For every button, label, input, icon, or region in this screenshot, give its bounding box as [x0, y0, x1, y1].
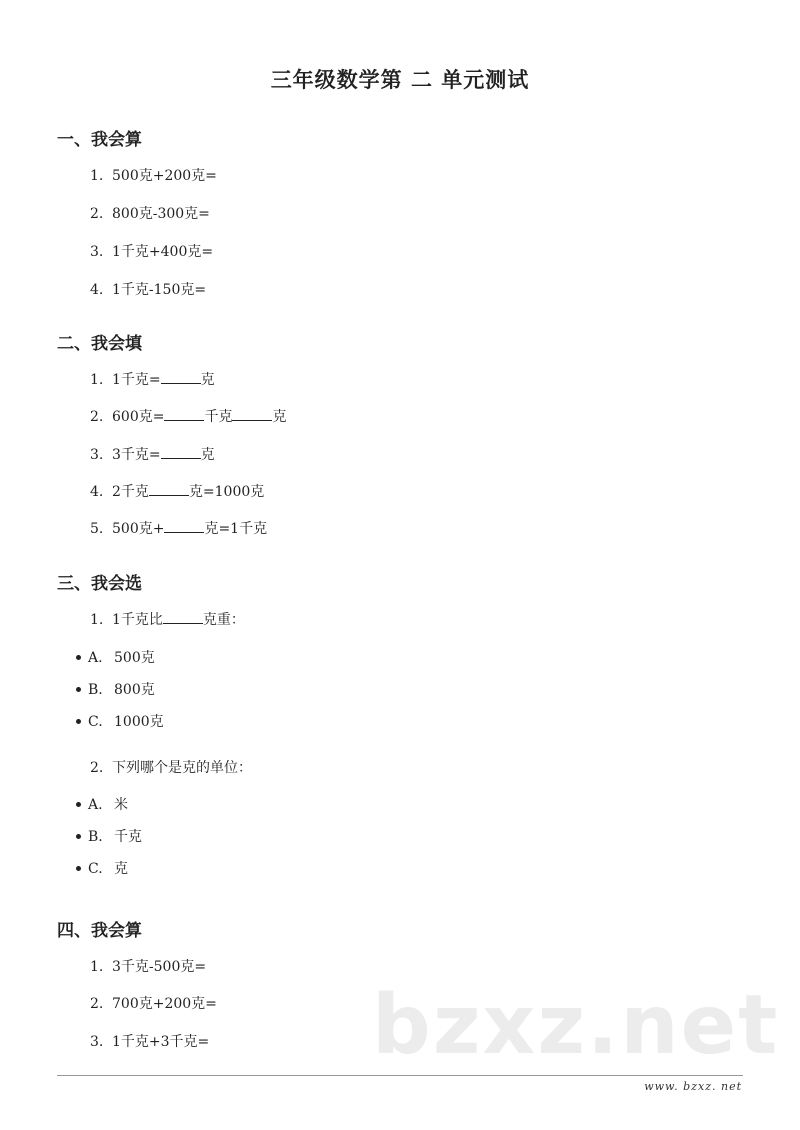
question-text-part: 克=1000克: [188, 484, 265, 500]
section-heading-4: 四、我会算: [57, 921, 142, 941]
question-number: 1.: [90, 612, 104, 628]
question-2-2: [90, 406, 286, 426]
question-text: 3千克-500克=: [112, 959, 207, 975]
question-text: 800克-300克=: [112, 206, 210, 222]
option-letter: A.: [88, 650, 103, 666]
option-text: 800克: [114, 682, 155, 698]
bullet-icon: [76, 834, 81, 839]
section-heading-2: 二、我会填: [57, 334, 142, 354]
option-3-1-a[interactable]: [76, 647, 155, 667]
question-number: 3.: [90, 244, 104, 260]
question-3-2: [90, 757, 252, 777]
bullet-icon: [76, 655, 81, 660]
question-text-part: 千克: [204, 409, 233, 425]
question-number: 3.: [90, 1034, 104, 1050]
question-number: 2.: [90, 996, 104, 1012]
question-1-3: [90, 241, 213, 261]
bullet-icon: [76, 866, 81, 871]
question-number: 1.: [90, 168, 104, 184]
question-text-part: 3千克=: [112, 447, 161, 463]
section-heading-1: 一、我会算: [57, 130, 142, 150]
question-number: 4.: [90, 282, 104, 298]
question-text: 下列哪个是克的单位：: [112, 760, 252, 776]
question-number: 2.: [90, 206, 104, 222]
option-3-2-a[interactable]: [76, 794, 128, 814]
question-text-part: 1千克比: [112, 612, 163, 628]
question-text: 500克+200克=: [112, 168, 217, 184]
option-3-1-b[interactable]: [76, 679, 155, 699]
bullet-icon: [76, 687, 81, 692]
question-text: 1千克-150克=: [112, 282, 207, 298]
answer-blank[interactable]: [149, 483, 189, 496]
watermark: bzxz.net: [372, 978, 780, 1073]
question-4-3: [90, 1031, 209, 1051]
question-text-part: 2千克: [112, 484, 149, 500]
answer-blank[interactable]: [161, 371, 201, 384]
question-number: 3.: [90, 447, 104, 463]
answer-blank[interactable]: [163, 611, 203, 624]
option-letter: C.: [88, 714, 103, 730]
question-4-1: [90, 956, 206, 976]
question-4-2: [90, 993, 217, 1013]
question-text-part: 克: [272, 409, 287, 425]
question-number: 5.: [90, 521, 104, 537]
question-text-part: 克: [200, 372, 215, 388]
option-letter: A.: [88, 797, 103, 813]
option-text: 千克: [114, 829, 142, 845]
option-3-1-c[interactable]: [76, 711, 164, 731]
answer-blank[interactable]: [232, 408, 272, 421]
bullet-icon: [76, 719, 81, 724]
question-text-part: 500克+: [112, 521, 165, 537]
question-number: 2.: [90, 409, 104, 425]
question-text: 700克+200克=: [112, 996, 217, 1012]
question-2-4: [90, 481, 264, 501]
option-3-2-c[interactable]: [76, 858, 128, 878]
question-text: 1千克+3千克=: [112, 1034, 210, 1050]
footer-divider: [57, 1075, 743, 1076]
question-3-1: [90, 609, 245, 629]
question-1-1: [90, 165, 217, 185]
option-3-2-b[interactable]: [76, 826, 142, 846]
option-text: 1000克: [114, 714, 164, 730]
answer-blank[interactable]: [161, 446, 201, 459]
question-text-part: 600克=: [112, 409, 165, 425]
question-2-5: [90, 518, 267, 538]
question-1-4: [90, 279, 206, 299]
option-letter: B.: [88, 829, 103, 845]
question-2-3: [90, 444, 215, 464]
question-text-part: 克=1千克: [204, 521, 268, 537]
question-number: 1.: [90, 372, 104, 388]
answer-blank[interactable]: [164, 408, 204, 421]
question-number: 1.: [90, 959, 104, 975]
bullet-icon: [76, 802, 81, 807]
question-text: 1千克+400克=: [112, 244, 214, 260]
option-letter: C.: [88, 861, 103, 877]
page-title: 三年级数学第 二 单元测试: [270, 67, 530, 92]
question-1-2: [90, 203, 210, 223]
question-text-part: 克重：: [202, 612, 245, 628]
option-text: 克: [114, 861, 128, 877]
option-text: 米: [114, 797, 128, 813]
question-text-part: 1千克=: [112, 372, 161, 388]
question-2-1: [90, 369, 215, 389]
option-letter: B.: [88, 682, 103, 698]
footer-url: www. bzxz. net: [644, 1080, 742, 1093]
option-text: 500克: [114, 650, 155, 666]
question-text-part: 克: [200, 447, 215, 463]
section-heading-3: 三、我会选: [57, 574, 142, 594]
question-number: 2.: [90, 760, 104, 776]
question-number: 4.: [90, 484, 104, 500]
answer-blank[interactable]: [164, 520, 204, 533]
